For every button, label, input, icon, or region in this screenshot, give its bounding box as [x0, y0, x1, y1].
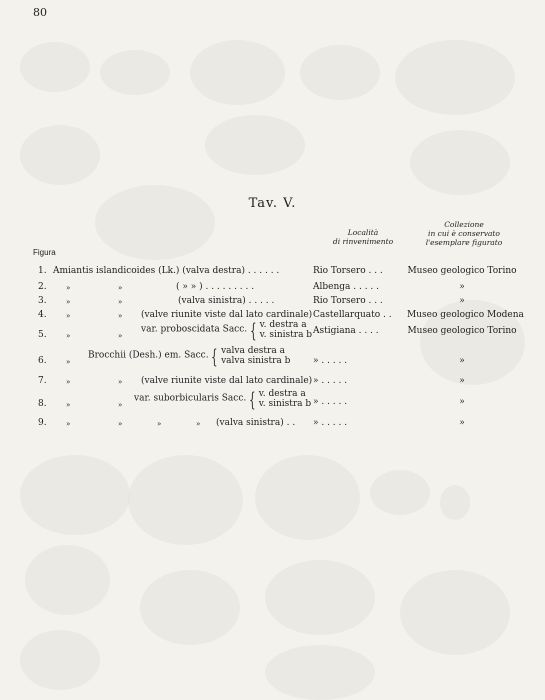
figure-number: 2. — [38, 282, 47, 292]
collection: » — [459, 397, 465, 407]
locality: Rio Torsero . . . — [313, 266, 383, 276]
brace: { — [249, 387, 256, 411]
species-description: (valve riunite viste dal lato cardinale) — [141, 376, 313, 386]
locality: Astigiana . . . . — [313, 326, 379, 336]
ditto-mark: » — [66, 378, 71, 386]
subfigure-label: v. sinistra b — [259, 330, 313, 340]
subfigure-label: valva sinistra b — [221, 356, 291, 366]
figure-number: 4. — [38, 310, 47, 320]
ditto-mark: » — [66, 312, 71, 320]
ditto-mark: » — [66, 284, 71, 292]
locality: » . . . . . — [313, 397, 348, 407]
ditto-mark: » — [66, 358, 71, 366]
collection: Museo geologico Modena — [407, 310, 524, 320]
collection: Museo geologico Torino — [407, 326, 517, 336]
header-figure: Figura — [33, 248, 56, 257]
ditto-mark: » — [66, 401, 71, 409]
brace: { — [250, 318, 257, 342]
figure-number: 6. — [38, 356, 47, 366]
species-description: Amiantis islandicoides (Lk.) (valva destra) . . . . . . — [53, 266, 280, 276]
figure-number: 9. — [38, 418, 47, 428]
figure-number: 7. — [38, 376, 47, 386]
locality: » . . . . . — [313, 376, 348, 386]
species-description: ( » » ) . . . . . . . . . — [176, 282, 255, 292]
subfigure-label: v. sinistra b — [258, 399, 312, 409]
ditto-mark: » — [118, 401, 123, 409]
ditto-mark: » — [118, 312, 123, 320]
figure-number: 3. — [38, 296, 47, 306]
species-description: var. suborbicularis Sacc. { v. destra a v. sinistra b — [134, 387, 312, 411]
collection: » — [459, 356, 465, 366]
brace: { — [211, 344, 219, 368]
locality: Albenga . . . . . — [313, 282, 379, 292]
locality: » . . . . . — [313, 418, 348, 428]
collection: » — [459, 282, 465, 292]
plate-title: Tav. V. — [248, 196, 297, 211]
locality: » . . . . . — [313, 356, 348, 366]
ditto-mark: » — [118, 420, 123, 428]
header-collection: Collezione in cui è conservato l'esemplare figurato — [425, 220, 503, 247]
ditto-mark: » — [157, 420, 162, 428]
ditto-mark: » — [118, 284, 123, 292]
collection: Museo geologico Torino — [407, 266, 517, 276]
ditto-mark: » — [66, 332, 71, 340]
subfigure-label: v. destra a — [259, 320, 307, 330]
species-description: (valva sinistra) . . — [216, 418, 296, 428]
ditto-mark: » — [66, 420, 71, 428]
header-locality: Località di rinvenimento — [332, 228, 394, 246]
ditto-mark: » — [118, 332, 123, 340]
collection: » — [459, 418, 465, 428]
species-description: (valve riunite viste dal lato cardinale) — [141, 310, 313, 320]
species-description: var. proboscidata Sacc. { v. destra a v. sinistra b — [141, 318, 313, 342]
figure-number: 5. — [38, 330, 47, 340]
figure-number: 8. — [38, 399, 47, 409]
species-description: (valva sinistra) . . . . . — [178, 296, 275, 306]
ditto-mark: » — [66, 298, 71, 306]
locality: Rio Torsero . . . — [313, 296, 383, 306]
page-number: 80 — [33, 6, 47, 19]
collection: » — [459, 376, 465, 386]
ditto-mark: » — [118, 298, 123, 306]
ditto-mark: » — [118, 378, 123, 386]
collection: » — [459, 296, 465, 306]
subfigure-label: v. destra a — [258, 389, 306, 399]
species-description: Brocchii (Desh.) em. Sacc. { valva destra a valva sinistra b — [88, 344, 291, 368]
ditto-mark: » — [196, 420, 201, 428]
subfigure-label: valva destra a — [221, 346, 285, 356]
locality: Castellarquato . . — [313, 310, 392, 320]
figure-number: 1. — [38, 266, 47, 276]
